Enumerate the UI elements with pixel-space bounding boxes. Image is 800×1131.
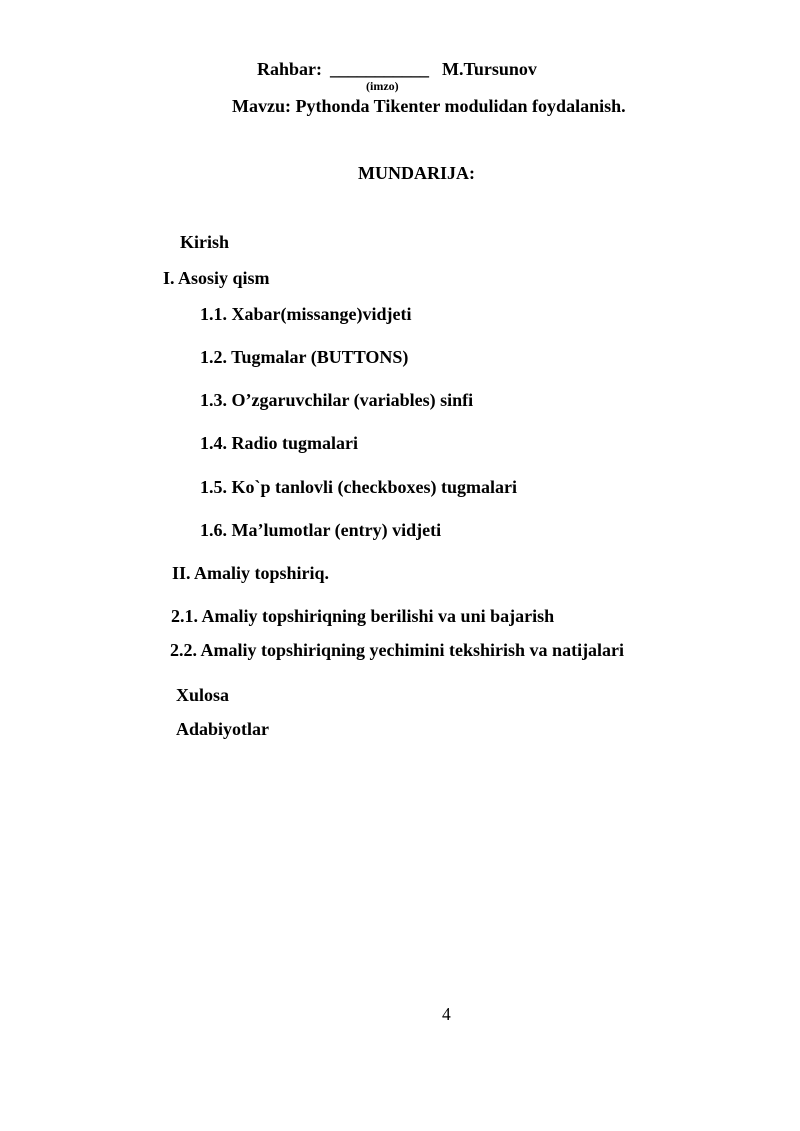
toc-item-1-5: 1.5. Ko`p tanlovli (checkboxes) tugmalari xyxy=(200,477,517,497)
toc-title: MUNDARIJA: xyxy=(358,163,475,183)
toc-item-1-6: 1.6. Ma’lumotlar (entry) vidjeti xyxy=(200,520,442,540)
toc-item-intro: Kirish xyxy=(180,232,230,252)
toc-item-conclusion: Xulosa xyxy=(176,685,230,705)
toc-item-1-1: 1.1. Xabar(missange)vidjeti xyxy=(200,304,412,324)
toc-item-2-2: 2.2. Amaliy topshiriqning yechimini tekshirish va natijalari xyxy=(170,640,625,660)
toc-part2-title: II. Amaliy topshiriq. xyxy=(172,563,330,583)
toc-item-1-4: 1.4. Radio tugmalari xyxy=(200,433,359,453)
page-number: 4 xyxy=(442,1004,451,1024)
supervisor-name: M.Tursunov xyxy=(442,59,537,79)
toc-part1-title: I. Asosiy qism xyxy=(163,268,270,288)
toc-item-2-1: 2.1. Amaliy topshiriqning berilishi va uni bajarish xyxy=(171,606,555,626)
toc-item-1-3: 1.3. O’zgaruvchilar (variables) sinfi xyxy=(200,390,474,410)
signature-line: ___________ xyxy=(330,59,429,79)
rahbar-label: Rahbar: xyxy=(257,59,323,79)
toc-item-1-2: 1.2. Tugmalar (BUTTONS) xyxy=(200,347,409,367)
toc-item-references: Adabiyotlar xyxy=(176,719,270,739)
topic-line: Mavzu: Pythonda Tikenter modulidan foydalanish. xyxy=(232,96,626,116)
signature-caption: (imzo) xyxy=(366,79,399,93)
